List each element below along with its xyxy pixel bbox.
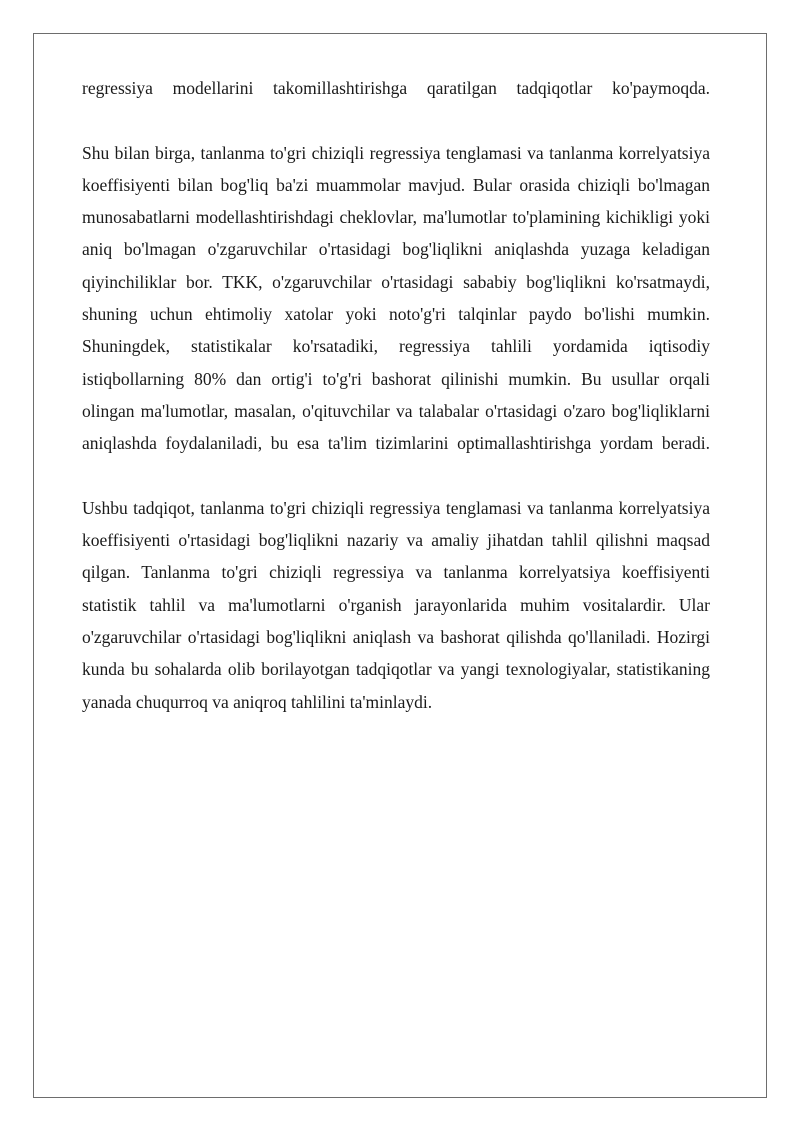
paragraph-continuation: regressiya modellarini takomillashtirishga qaratilgan tadqiqotlar ko'paymoqda. [82,78,710,98]
paragraph-spacer [82,460,710,492]
paragraph-study-aim: Ushbu tadqiqot, tanlanma to'gri chiziqli regressiya tenglamasi va tanlanma korrelyatsiya koeffisiyenti o'rtasidagi bog'liqlikni nazariy va amaliy jihatdan tahlil qilishni maqsad qilgan. Tanlanma to'gri chiziqli regressiya va tanlanma korrelyatsiya koeffisiyenti statistik tahlil va ma'lumotlarni o'rganish jarayonlarida muhim vositalardir. Ular o'zgaruvchilar o'rtasidagi bog'liqlikni aniqlash va bashorat qilishda qo'llaniladi. Hozirgi kunda bu sohalarda olib borilayotgan tadqiqotlar va yangi texnologiyalar, statistikaning yanada chuqurroq va aniqroq tahlilini ta'minlaydi. [82,497,710,712]
paragraph-problems: Shu bilan birga, tanlanma to'gri chiziqli regressiya tenglamasi va tanlanma korrelyatsiya koeffisiyenti bilan bog'liq ba'zi muammolar mavjud. Bular orasida chiziqli bo'lmagan munosabatlarni modellashtirishdagi cheklovlar, ma'lumotlar to'plamining kichikligi yoki aniq bo'lmagan o'zgaruvchilar o'rtasidagi bog'liqlikni aniqlashda yuzaga keladigan qiyinchiliklar bor. TKK, o'zgaruvchilar o'rtasidagi sababiy bog'liqlikni ko'rsatmaydi, shuning uchun ehtimoliy xatolar yoki noto'g'ri talqinlar paydo bo'lishi mumkin. Shuningdek, statistikalar ko'rsatadiki, regressiya tahlili yordamida iqtisodiy istiqbollarning 80% dan ortig'i to'g'ri bashorat qilinishi mumkin. Bu usullar orqali olingan ma'lumotlar, masalan, o'qituvchilar va talabalar o'rtasidagi o'zaro bog'liqliklarni aniqlashda foydalaniladi, bu esa ta'lim tizimlarini optimallashtirishga yordam beradi. [82,142,710,454]
paragraph-spacer [82,104,710,136]
document-body [82,72,710,718]
